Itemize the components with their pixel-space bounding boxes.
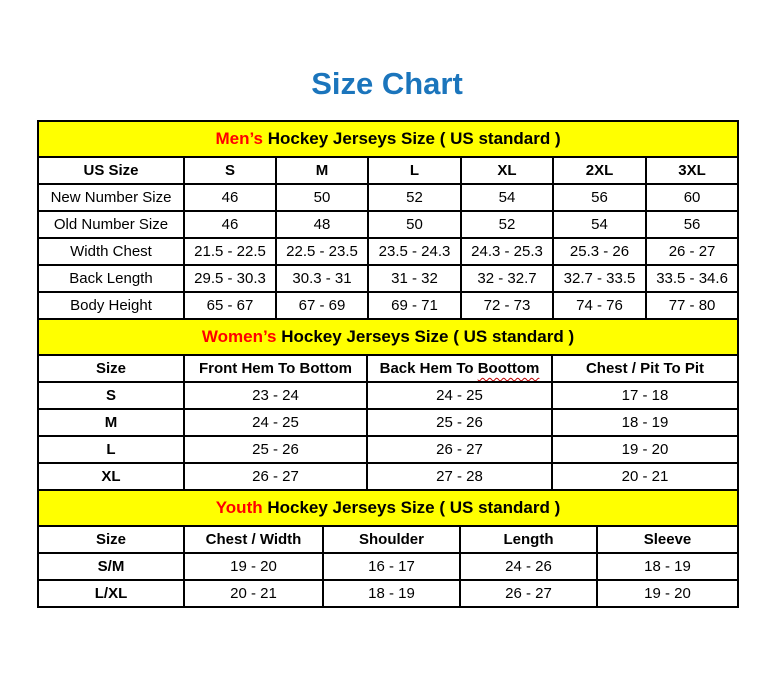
mens-value-cell: 22.5 - 23.5: [276, 238, 368, 265]
youth-section-header-cell: [38, 490, 738, 526]
mens-column-header-cell: M: [276, 157, 368, 184]
mens-value-cell: 72 - 73: [461, 292, 553, 319]
womens-row-label-cell: S: [38, 382, 184, 409]
womens-value-cell: 25 - 26: [184, 436, 367, 463]
mens-value-cell: 31 - 32: [368, 265, 461, 292]
youth-table-row: [38, 580, 738, 607]
mens-value-cell: 26 - 27: [646, 238, 738, 265]
mens-value-cell: 77 - 80: [646, 292, 738, 319]
womens-column-header-cell: Front Hem To Bottom: [184, 355, 367, 382]
mens-value-cell: 65 - 67: [184, 292, 276, 319]
mens-value-cell: 24.3 - 25.3: [461, 238, 553, 265]
youth-value-cell: 20 - 21: [184, 580, 323, 607]
mens-value-cell: 56: [646, 211, 738, 238]
youth-row-label-cell: S/M: [38, 553, 184, 580]
mens-value-cell: 54: [553, 211, 646, 238]
mens-value-cell: 69 - 71: [368, 292, 461, 319]
mens-row-label-cell: Back Length: [38, 265, 184, 292]
mens-value-cell: 50: [276, 184, 368, 211]
womens-column-header-cell: Chest / Pit To Pit: [552, 355, 738, 382]
youth-value-cell: 18 - 19: [597, 553, 738, 580]
mens-column-header-cell: 3XL: [646, 157, 738, 184]
youth-value-cell: 18 - 19: [323, 580, 460, 607]
mens-section-header-cell: [38, 121, 738, 157]
mens-table-row: [38, 238, 738, 265]
womens-value-cell: 26 - 27: [367, 436, 552, 463]
mens-value-cell: 29.5 - 30.3: [184, 265, 276, 292]
womens-value-cell: 17 - 18: [552, 382, 738, 409]
womens-value-cell: 26 - 27: [184, 463, 367, 490]
mens-table-row: [38, 292, 738, 319]
mens-table-row: [38, 265, 738, 292]
mens-value-cell: 21.5 - 22.5: [184, 238, 276, 265]
youth-column-header-row: [38, 526, 738, 553]
mens-table-row: [38, 184, 738, 211]
womens-table-row: [38, 409, 738, 436]
youth-column-header-cell: Chest / Width: [184, 526, 323, 553]
mens-column-header-row: [38, 157, 738, 184]
misspelled-word: Boottom: [477, 360, 540, 377]
youth-row-label-cell: L/XL: [38, 580, 184, 607]
womens-value-cell: 24 - 25: [184, 409, 367, 436]
youth-column-header-cell: Sleeve: [597, 526, 738, 553]
youth-value-cell: 19 - 20: [597, 580, 738, 607]
womens-value-cell: 18 - 19: [552, 409, 738, 436]
mens-category-word: Men’s: [215, 129, 263, 148]
mens-column-header-cell: S: [184, 157, 276, 184]
mens-value-cell: 48: [276, 211, 368, 238]
mens-value-cell: 33.5 - 34.6: [646, 265, 738, 292]
mens-row-label-cell: Body Height: [38, 292, 184, 319]
womens-value-cell: 19 - 20: [552, 436, 738, 463]
womens-value-cell: 24 - 25: [367, 382, 552, 409]
page-title: Size Chart: [311, 66, 463, 101]
mens-value-cell: 67 - 69: [276, 292, 368, 319]
mens-section-header-text: Hockey Jerseys Size ( US standard ): [263, 129, 561, 148]
mens-value-cell: 30.3 - 31: [276, 265, 368, 292]
mens-value-cell: 25.3 - 26: [553, 238, 646, 265]
womens-section-header-text: Hockey Jerseys Size ( US standard ): [276, 327, 575, 346]
mens-value-cell: 32.7 - 33.5: [553, 265, 646, 292]
mens-value-cell: 60: [646, 184, 738, 211]
mens-value-cell: 32 - 32.7: [461, 265, 553, 292]
mens-row-label-cell: New Number Size: [38, 184, 184, 211]
mens-row-label-cell: Old Number Size: [38, 211, 184, 238]
womens-row-label-cell: L: [38, 436, 184, 463]
mens-column-header-cell: 2XL: [553, 157, 646, 184]
mens-row-label-cell: Width Chest: [38, 238, 184, 265]
mens-value-cell: 23.5 - 24.3: [368, 238, 461, 265]
mens-column-header-cell: L: [368, 157, 461, 184]
womens-column-header-cell: Back Hem To Boottom: [367, 355, 552, 382]
youth-column-header-cell: Length: [460, 526, 597, 553]
womens-value-cell: 27 - 28: [367, 463, 552, 490]
youth-column-header-cell: Shoulder: [323, 526, 460, 553]
womens-row-label-cell: M: [38, 409, 184, 436]
womens-section-header-row: [38, 319, 738, 355]
womens-category-word: Women’s: [201, 327, 277, 346]
mens-value-cell: 46: [184, 184, 276, 211]
mens-value-cell: 52: [368, 184, 461, 211]
youth-section-header-row: [38, 490, 738, 526]
womens-value-cell: 25 - 26: [367, 409, 552, 436]
mens-value-cell: 74 - 76: [553, 292, 646, 319]
youth-value-cell: 19 - 20: [184, 553, 323, 580]
mens-value-cell: 54: [461, 184, 553, 211]
womens-value-cell: 23 - 24: [184, 382, 367, 409]
youth-value-cell: 16 - 17: [323, 553, 460, 580]
mens-size-table: [37, 120, 739, 320]
youth-category-word: Youth: [215, 498, 263, 517]
youth-section-header-text: Hockey Jerseys Size ( US standard ): [262, 498, 561, 517]
mens-value-cell: 56: [553, 184, 646, 211]
mens-value-cell: 50: [368, 211, 461, 238]
womens-row-label-cell: XL: [38, 463, 184, 490]
womens-column-header-cell: Size: [38, 355, 184, 382]
mens-section-header-row: [38, 121, 738, 157]
youth-size-table: [37, 489, 739, 608]
youth-value-cell: 24 - 26: [460, 553, 597, 580]
womens-size-table: [37, 318, 739, 491]
womens-table-row: [38, 382, 738, 409]
mens-column-header-cell: XL: [461, 157, 553, 184]
youth-column-header-cell: Size: [38, 526, 184, 553]
womens-section-header-cell: [38, 319, 738, 355]
womens-table-row: [38, 436, 738, 463]
womens-value-cell: 20 - 21: [552, 463, 738, 490]
mens-value-cell: 46: [184, 211, 276, 238]
mens-table-row: [38, 211, 738, 238]
size-tables-container: [37, 120, 737, 608]
womens-table-row: [38, 463, 738, 490]
womens-column-header-row: [38, 355, 738, 382]
mens-value-cell: 52: [461, 211, 553, 238]
youth-table-row: [38, 553, 738, 580]
mens-column-header-cell: US Size: [38, 157, 184, 184]
youth-value-cell: 26 - 27: [460, 580, 597, 607]
